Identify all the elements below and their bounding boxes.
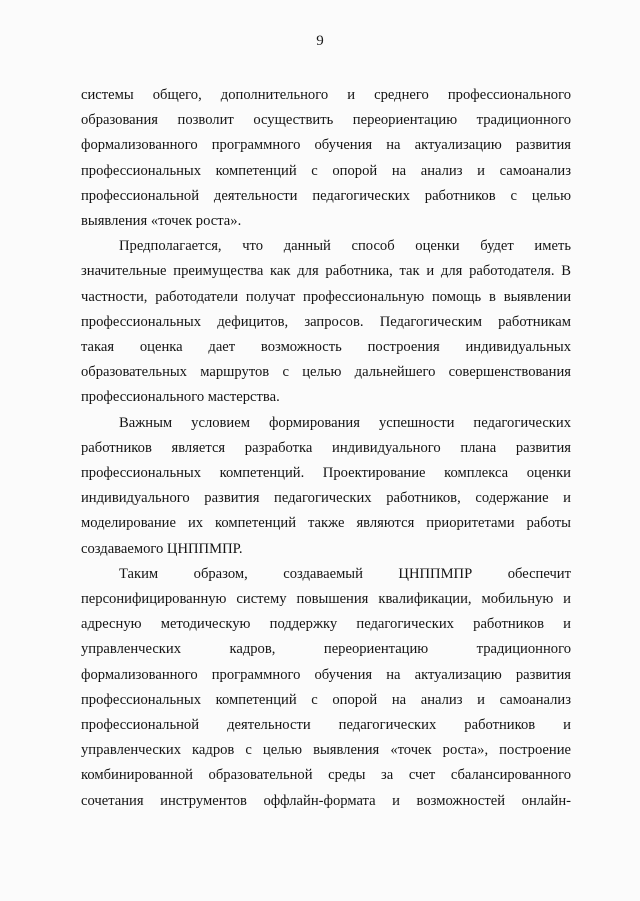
text-line: Таким образом, создаваемый ЦНППМПР обеспечит (119, 565, 571, 582)
text-line: формализованного программного обучения на актуализацию развития (81, 666, 571, 683)
text-line: комбинированной образовательной среды за счет сбалансированного (81, 767, 571, 784)
text-line: профессиональных компетенций. Проектирование комплекса оценки (81, 465, 571, 482)
text-line: формализованного программного обучения на актуализацию развития (81, 137, 571, 154)
page-number: 9 (316, 33, 324, 49)
text-line: профессионального мастерства. (81, 389, 280, 406)
text-line: создаваемого ЦНППМПР. (81, 540, 243, 557)
text-line: такая оценка дает возможность построения индивидуальных (81, 339, 571, 356)
text-line: профессиональных дефицитов, запросов. Педагогическим работникам (81, 313, 571, 330)
text-line: сочетания инструментов оффлайн-формата и возможностей онлайн- (81, 792, 571, 809)
text-line: управленческих кадров, переориентацию традиционного (81, 641, 571, 658)
text-line: индивидуального развития педагогических работников, содержание и (81, 490, 571, 507)
text-line: Важным условием формирования успешности педагогических (119, 414, 571, 431)
text-line: образовательных маршрутов с целью дальнейшего совершенствования (81, 364, 571, 381)
text-line: значительные преимущества как для работника, так и для работодателя. В (81, 263, 571, 280)
text-line: профессиональных компетенций с опорой на анализ и самоанализ (81, 162, 571, 179)
text-line: частности, работодатели получат профессиональную помощь в выявлении (81, 288, 571, 305)
text-line: профессиональной деятельности педагогических работников и (81, 717, 571, 734)
paragraph-2 (81, 234, 571, 410)
text-line: профессиональных компетенций с опорой на анализ и самоанализ (81, 691, 571, 708)
paragraph-3 (81, 411, 571, 562)
text-line: работников является разработка индивидуального плана развития (81, 439, 571, 456)
text-line: образования позволит осуществить переориентацию традиционного (81, 112, 571, 129)
paragraph-4 (81, 562, 571, 814)
paragraph-1 (81, 83, 571, 234)
text-line: персонифицированную систему повышения квалификации, мобильную и (81, 591, 571, 608)
text-line: выявления «точек роста». (81, 213, 242, 230)
body-text (81, 83, 571, 814)
text-line: управленческих кадров с целью выявления «точек роста», построение (81, 742, 571, 759)
text-line: адресную методическую поддержку педагогических работников и (81, 616, 571, 633)
text-line: моделирование их компетенций также являются приоритетами работы (81, 515, 571, 532)
text-line: Предполагается, что данный способ оценки будет иметь (119, 238, 571, 255)
text-line: профессиональной деятельности педагогических работников с целью (81, 187, 571, 204)
text-line: системы общего, дополнительного и среднего профессионального (81, 87, 571, 103)
